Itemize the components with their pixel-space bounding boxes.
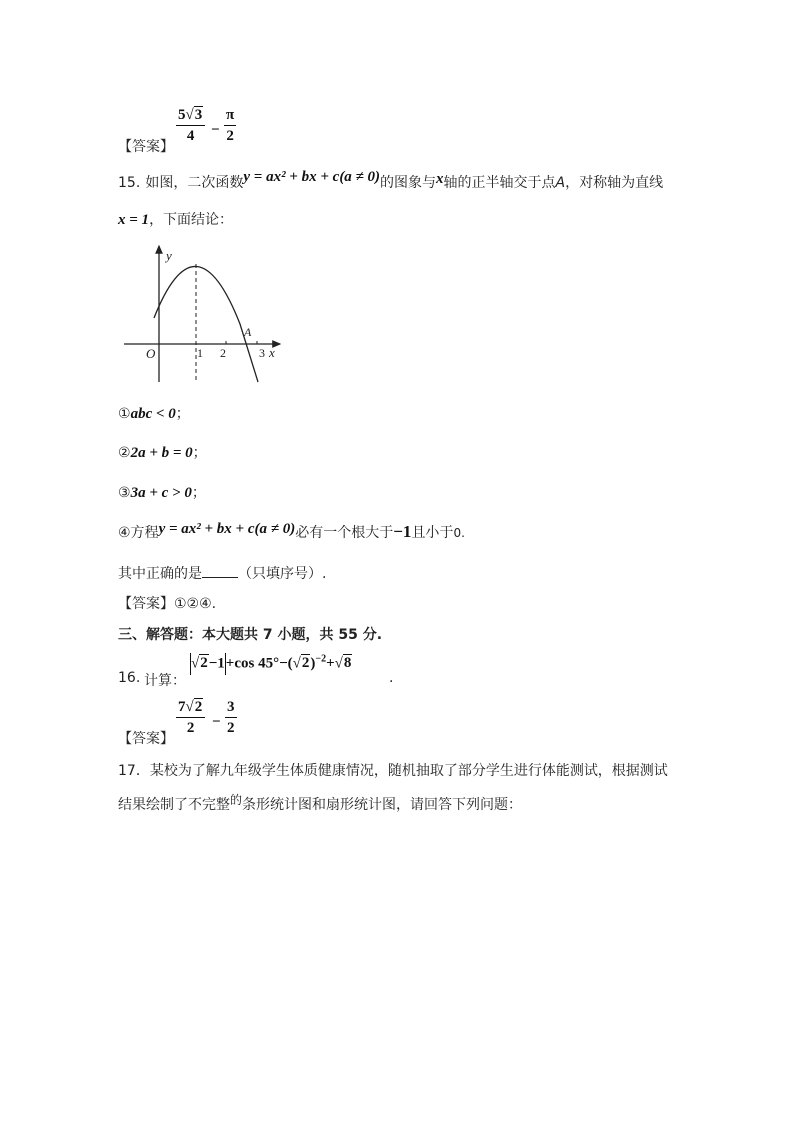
conclusion-3 <box>118 482 206 502</box>
conclusion-mark: ② <box>118 445 131 461</box>
question-15-stem-line2 <box>118 209 233 229</box>
answer-blank <box>202 565 238 578</box>
tick-label-2: 2 <box>220 346 226 360</box>
conclusion-text: 必有一个根大于 <box>295 525 394 541</box>
answer-label: 【答案】 <box>118 139 174 155</box>
question-17-line2 <box>118 794 522 814</box>
conclusion-expr: 3a + c > 0 <box>130 485 192 501</box>
section-heading: 三、解答题：本大题共 7 小题，共 55 分. <box>118 627 383 643</box>
question-label: 计算： <box>144 673 186 689</box>
tick-label-1: 1 <box>197 346 203 360</box>
axis-variable: x <box>436 171 444 187</box>
question-15-ask <box>118 563 326 583</box>
origin-label: O <box>146 346 156 361</box>
answer-label: 【答案】 <box>118 731 174 747</box>
conclusion-expr: 2a + b = 0 <box>130 445 193 461</box>
stem-text: 轴的正半轴交于点 <box>443 175 556 191</box>
zero-value: 0. <box>453 526 465 540</box>
answer-value: ①②④. <box>174 596 217 612</box>
answer-minus: − <box>211 122 220 138</box>
tick-label-3: 3 <box>259 346 265 360</box>
question-number: 15. <box>118 175 141 191</box>
conclusion-1 <box>118 403 190 423</box>
answer-fraction-1: $\frac{7√2}{2}$ <box>176 700 205 736</box>
answer-15 <box>118 593 216 613</box>
period: . <box>389 670 394 686</box>
question-17-line1: 17．某校为了解九年级学生体质健康情况，随机抽取了部分学生进行体能测试，根据测试 <box>118 763 668 779</box>
answer-fraction-2: $\frac{3}{2}$ <box>227 699 235 736</box>
point-label: A <box>555 175 566 191</box>
question-15-stem <box>118 169 664 198</box>
answer-fraction-2: $\frac{\pi}{2}$ <box>226 107 235 144</box>
conclusion-tail: ； <box>191 485 206 501</box>
ask-text: 其中正确的是 <box>118 566 202 582</box>
stem-text: 如图，二次函数 <box>145 175 244 191</box>
conclusion-2 <box>118 442 207 462</box>
stem-text: ，对称轴为直线 <box>565 175 664 191</box>
answer-minus: − <box>212 714 221 730</box>
y-axis-label: y <box>166 248 172 263</box>
symmetry-axis: x = 1 <box>118 212 150 228</box>
answer-fraction-1: $\frac{5√3}{4}$ <box>176 108 205 144</box>
quadratic-function: y = ax² + bx + c(a ≠ 0) <box>243 169 381 185</box>
conclusion-mark: ③ <box>118 485 131 501</box>
conclusion-tail: ； <box>192 445 207 461</box>
conclusion-tail: ； <box>175 406 190 422</box>
stem-text: 的图象与 <box>380 175 437 191</box>
computation-expression: √2−1+cos $45^\circ-(√2)^{-2}+√8$ <box>190 653 352 675</box>
ask-text: （只填序号）. <box>238 566 327 582</box>
q17-text: 条形统计图和扇形统计图，请回答下列问题： <box>242 797 523 813</box>
x-axis-label: x <box>269 345 275 360</box>
question-number: 16. <box>118 670 141 686</box>
parabola-curve <box>154 266 258 382</box>
parabola-graph <box>120 242 290 388</box>
conclusion-expr: abc < 0 <box>130 406 176 422</box>
conclusion-mark: ④方程 <box>118 525 159 541</box>
answer-label: 【答案】 <box>118 596 174 612</box>
conclusion-function: y = ax² + bx + c(a ≠ 0) <box>158 521 296 537</box>
conclusion-mark: ① <box>118 406 131 422</box>
q17-superscript: 的 <box>230 793 243 807</box>
point-a-label: A <box>244 325 252 339</box>
conclusion-4 <box>118 522 465 548</box>
q17-text: 结果绘制了不完整 <box>118 797 230 813</box>
conclusion-text: 且小于 <box>411 525 454 541</box>
stem-text: ，下面结论： <box>149 212 234 228</box>
neg-one: −1 <box>393 522 412 541</box>
